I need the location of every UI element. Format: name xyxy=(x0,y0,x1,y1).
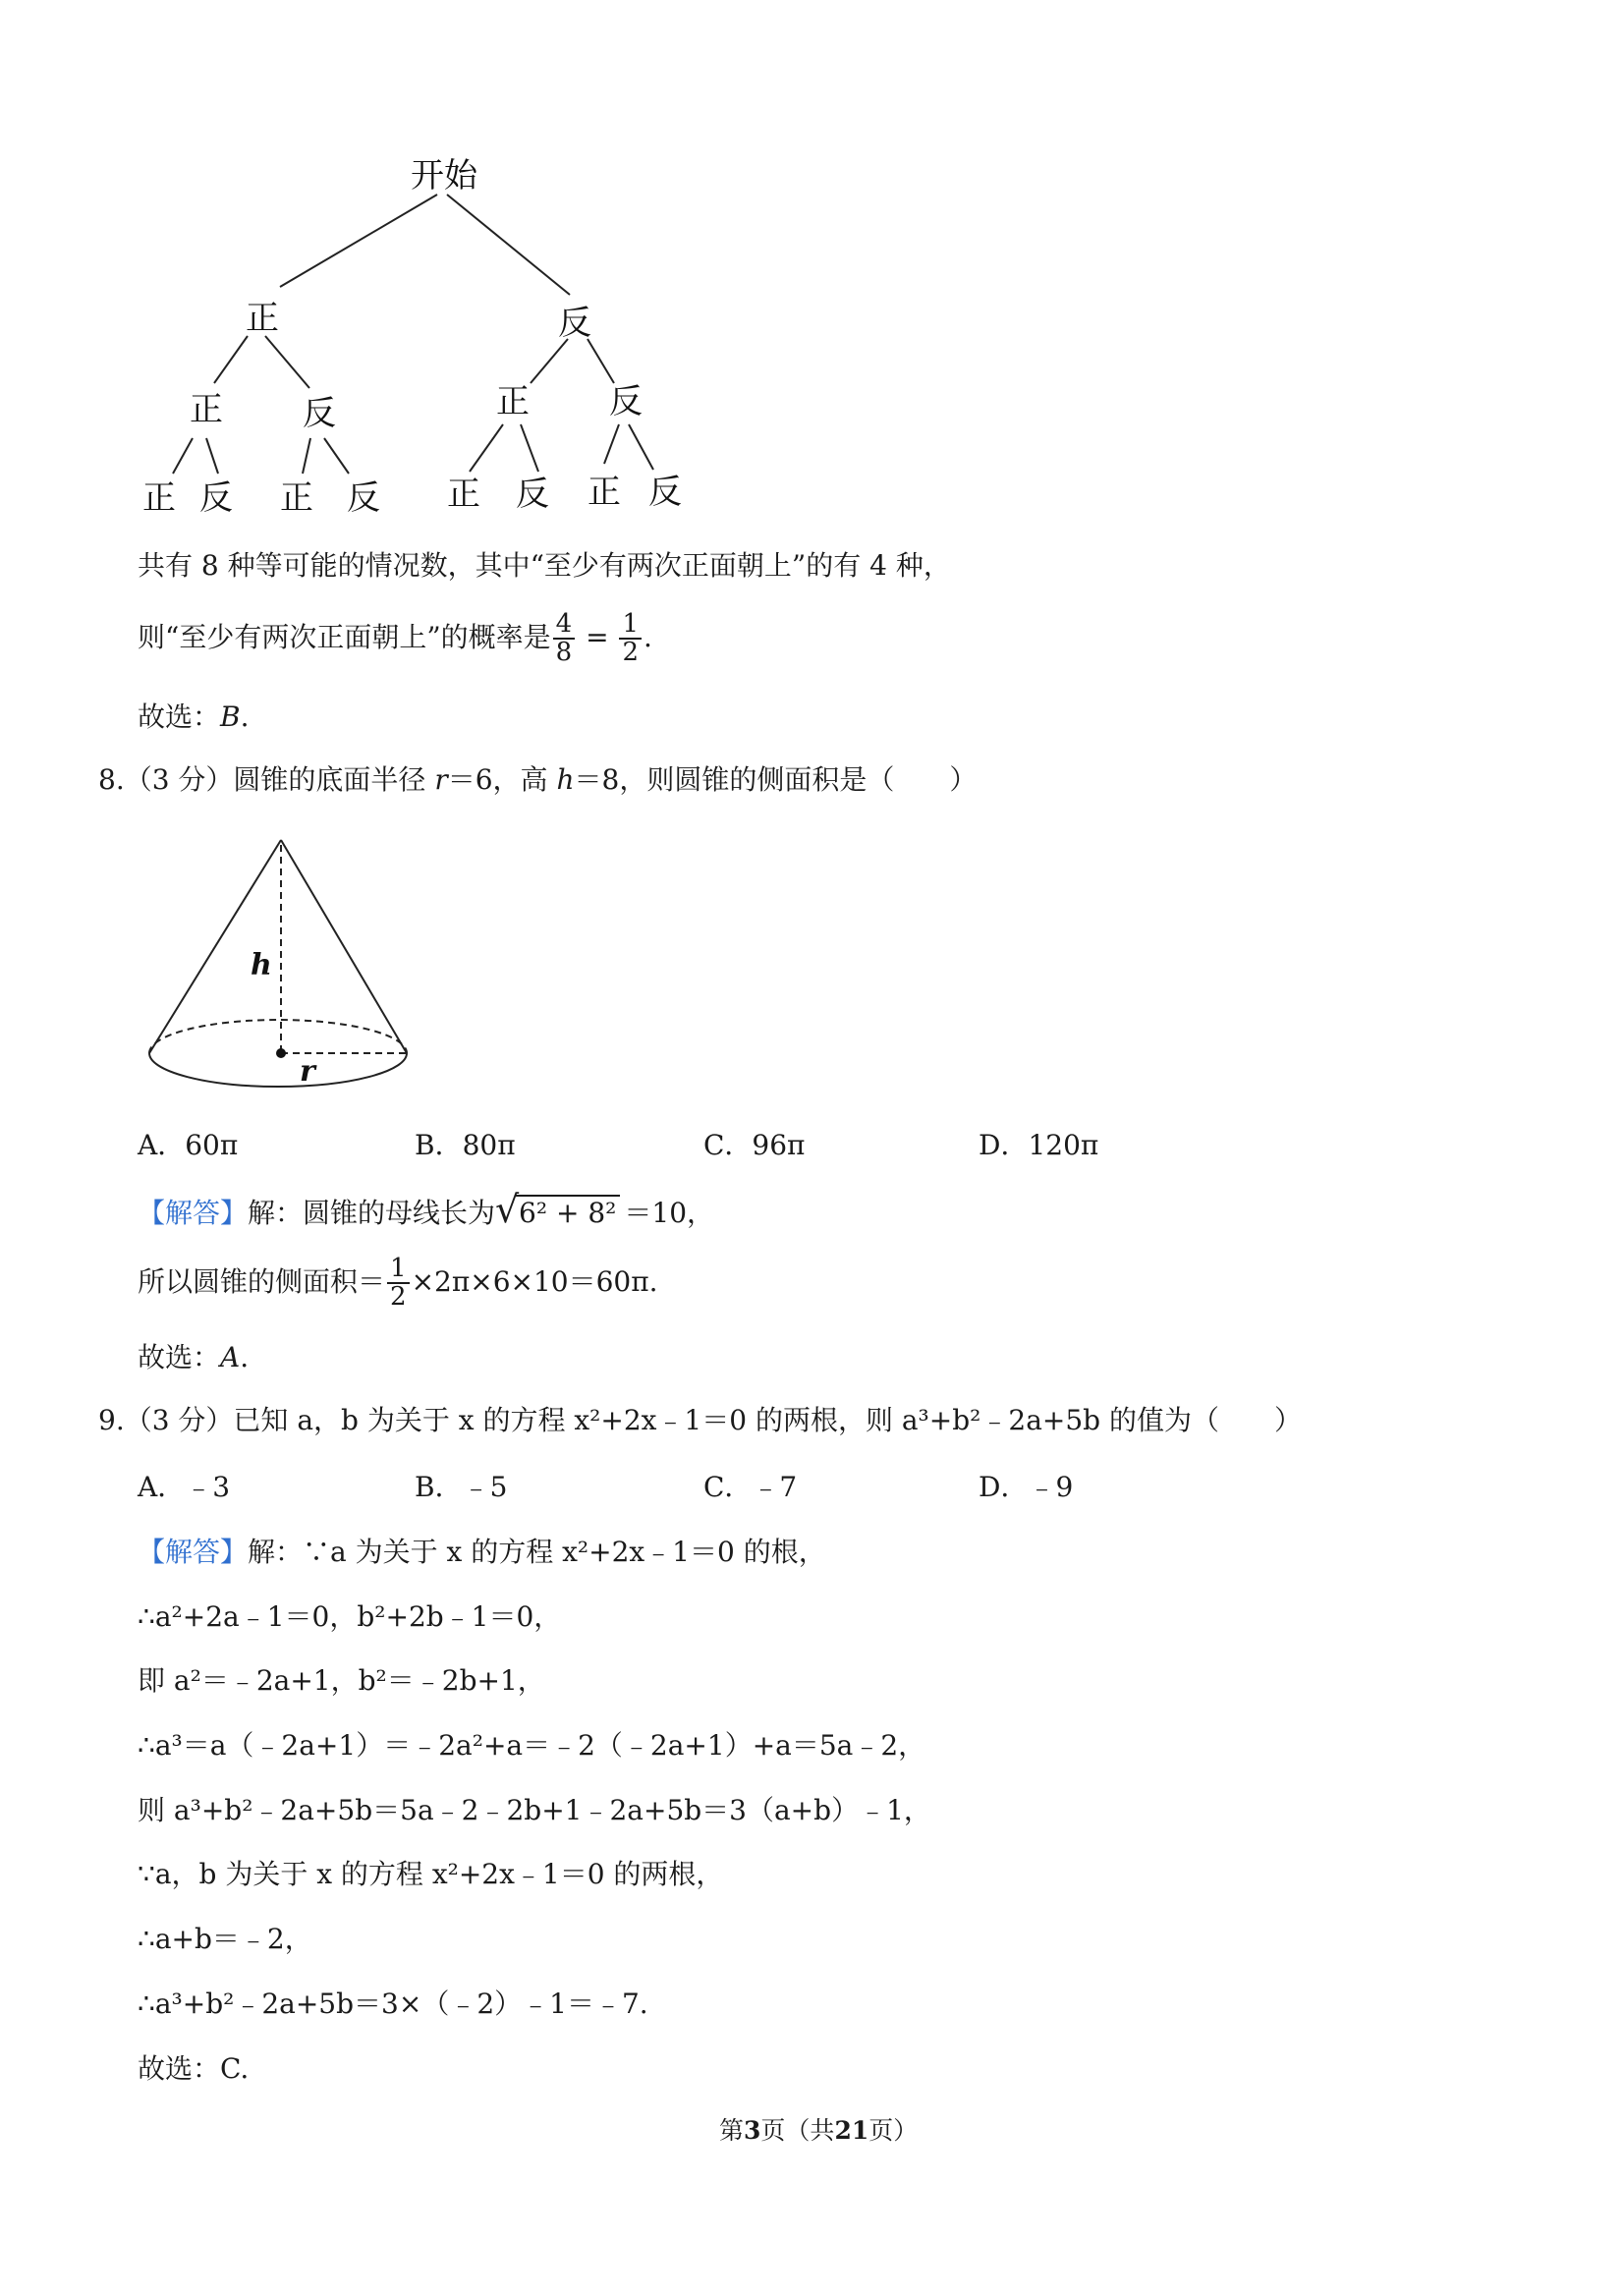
tree-node: 正 xyxy=(190,390,223,429)
q9-solution-line: ∴a³+b²﹣2a+5b＝3×（﹣2）﹣1＝﹣7. xyxy=(138,1988,648,2020)
page-footer: 第3页（共21页） xyxy=(719,2116,919,2145)
tree-node: 反 xyxy=(199,478,233,518)
q9-stem: 9.（3 分）已知 a，b 为关于 x 的方程 x²+2x﹣1＝0 的两根，则 a³+b²﹣2a+5b 的值为（ ） xyxy=(98,1404,1302,1436)
q9-solution-line: ∴a³＝a（﹣2a+1）＝﹣2a²+a＝﹣2（﹣2a+1）+a＝5a﹣2， xyxy=(138,1729,926,1762)
tree-root: 开始 xyxy=(411,156,477,196)
q7-answer: 故选：B. xyxy=(138,700,250,733)
q9-option-d: D．﹣9 xyxy=(979,1471,1074,1503)
q9-option-a: A．﹣3 xyxy=(138,1471,231,1503)
cone-label-r: r xyxy=(300,1054,315,1089)
tree-node: 反 xyxy=(347,478,380,518)
equals-sign: = xyxy=(586,620,609,653)
tree-node: 正 xyxy=(447,475,480,514)
solution-tag: 【解答】 xyxy=(138,1197,249,1229)
q9-option-b: B．﹣5 xyxy=(415,1471,508,1503)
q9-answer: 故选：C. xyxy=(138,2052,250,2085)
fraction-1-2: $\frac{1}{2}$ xyxy=(387,1256,410,1312)
solution-tag: 【解答】 xyxy=(138,1536,249,1568)
q8-option-a: A．60π xyxy=(138,1129,239,1161)
tree-node: 正 xyxy=(142,478,176,518)
q8-option-c: C．96π xyxy=(703,1129,806,1161)
q8-answer: 故选：A. xyxy=(138,1341,250,1373)
q9-solution-line: 即 a²＝﹣2a+1，b²＝﹣2b+1， xyxy=(138,1664,545,1697)
q7-line2: 则“至少有两次正面朝上”的概率是 $\frac{4}{8}$ = $\frac{1}{2}$ . xyxy=(138,609,652,668)
tree-node: 反 xyxy=(648,473,682,512)
q8-option-b: B．80π xyxy=(415,1129,516,1161)
q7-line1: 共有 8 种等可能的情况数，其中“至少有两次正面朝上”的有 4 种， xyxy=(138,549,951,582)
tree-node: 反 xyxy=(609,382,643,421)
tree-node: 正 xyxy=(246,299,279,338)
tree-node: 反 xyxy=(303,394,336,433)
square-root: √ 6² + 8² xyxy=(495,1195,620,1227)
q8-solution-line2: 所以圆锥的侧面积＝ $\frac{1}{2}$ ×2π×6×10＝60π. xyxy=(138,1254,658,1313)
q8-solution-line1: 【解答】解：圆锥的母线长为 √ 6² + 8² ＝10， xyxy=(138,1188,715,1231)
cone-diagram xyxy=(0,0,452,1120)
tree-node: 反 xyxy=(558,304,591,343)
q9-solution-line: 则 a³+b²﹣2a+5b＝5a﹣2﹣2b+1﹣2a+5b＝3（a+b）﹣1， xyxy=(138,1794,931,1826)
fraction-4-8: $\frac{4}{8}$ xyxy=(553,611,576,667)
q9-solution-line: ∵a，b 为关于 x 的方程 x²+2x﹣1＝0 的两根， xyxy=(138,1858,724,1890)
tree-node: 正 xyxy=(588,473,621,512)
q8-stem: 8.（3 分）圆锥的底面半径 r＝6，高 h＝8，则圆锥的侧面积是（ ） xyxy=(98,763,978,796)
tree-node: 正 xyxy=(280,478,313,518)
cone-label-h: h xyxy=(251,948,272,982)
q9-solution-line: ∴a+b＝﹣2， xyxy=(138,1923,312,1955)
q9-option-c: C．﹣7 xyxy=(703,1471,798,1503)
fraction-1-2: $\frac{1}{2}$ xyxy=(619,611,642,667)
q9-solution-line1: 【解答】解：∵a 为关于 x 的方程 x²+2x﹣1＝0 的根， xyxy=(138,1536,826,1568)
q9-solution-line: ∴a²+2a﹣1＝0，b²+2b﹣1＝0， xyxy=(138,1600,562,1633)
q8-option-d: D．120π xyxy=(979,1129,1099,1161)
tree-node: 正 xyxy=(496,382,530,421)
tree-node: 反 xyxy=(516,475,549,514)
q7-line2-text: 则“至少有两次正面朝上”的概率是 xyxy=(138,620,551,653)
